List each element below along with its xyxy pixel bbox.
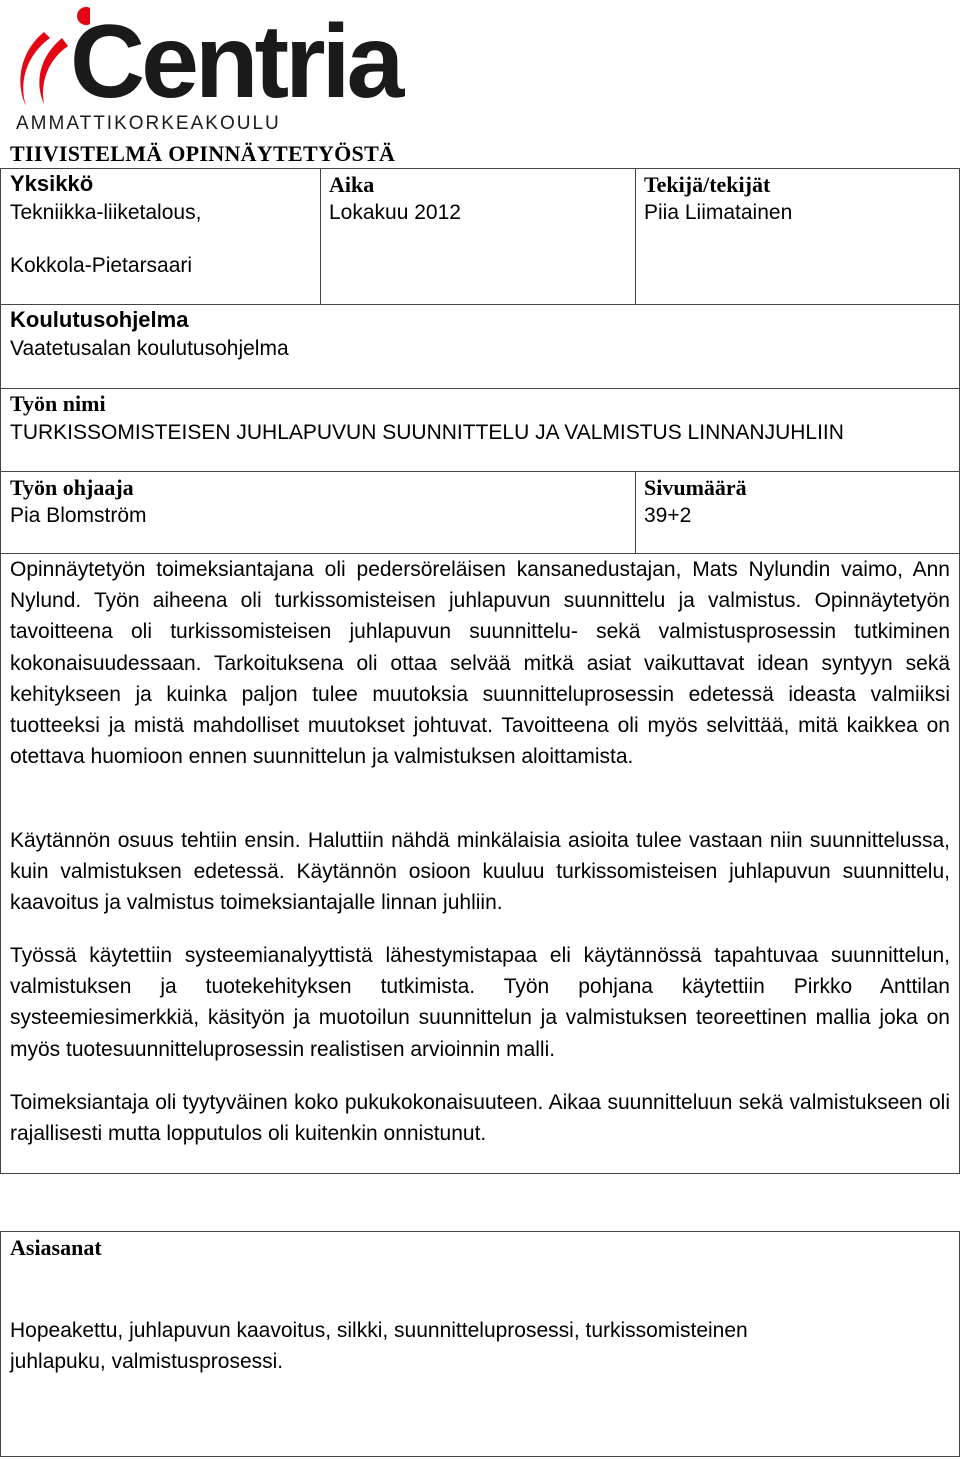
- abstract-paragraph: Opinnäytetyön toimeksiantajana oli pedersöreläisen kansanedustajan, Mats Nylundin vaimo, Ann Nylund. Työn aiheena oli turkissomisteisen juhlapuvun suunnittelu ja valmistus. Opinnäytetyön tavoitteena oli turkissomisteisen juhlapuvun suunnittelu- sekä valmistusprosessin tutkiminen kokonaisuudessaan. Tarkoituksena oli ottaa selvää mitkä asiat vaikuttavat idean syntyyn sekä kehitykseen ja kuinka paljon tulee muutoksia suunnitteluprosessin edetessä ideasta valmiiksi tuotteeksi ja mistä mahdolliset muutokset johtuvat. Tavoitteena oli myös selvittää, mitä kaikkea on otettava huomioon ennen suunnittelun ja valmistuksen aloittamista.: [10, 558, 950, 769]
- divider: [320, 168, 321, 304]
- abstract-paragraph: Työssä käytettiin systeemianalyyttistä lähestymistapaa eli käytännössä tapahtuvaa suunnittelun, valmistuksen ja tuotekehityksen tutkimista. Työn pohjana käytettiin Pirkko Anttilan systeemiesimerkkiä, käsityön ja muotoilun suunnittelun ja valmistuksen teoreettinen mallia joka on myös tuotesuunnitteluprosessin realistisen arvioinnin malli.: [10, 944, 950, 1061]
- abstract-paragraph: Toimeksiantaja oli tyytyväinen koko pukukokonaisuuteen. Aikaa suunnitteluun sekä valmistukseen oli rajallisesti mutta lopputulos oli kuitenkin onnistunut.: [10, 1091, 950, 1146]
- author-label: Tekijä/tekijät: [644, 172, 771, 197]
- author-value: Piia Liimatainen: [644, 201, 793, 224]
- keywords-value: Hopeakettu, juhlapuvun kaavoitus, silkki, suunnitteluprosessi, turkissomisteinen: [10, 1319, 748, 1342]
- pages-label: Sivumäärä: [644, 475, 747, 500]
- supervisor-value: Pia Blomström: [10, 504, 147, 527]
- divider: [635, 168, 636, 304]
- logo-subtitle: AMMATTIKORKEAKOULU: [16, 113, 281, 134]
- work-title-label: Työn nimi: [10, 391, 106, 416]
- divider: [0, 304, 960, 305]
- centria-logo: [10, 4, 401, 136]
- unit-label: Yksikkö: [10, 171, 94, 196]
- keywords-value: juhlapuku, valmistusprosessi.: [10, 1350, 284, 1373]
- unit-value: Tekniikka-liiketalous,: [10, 201, 202, 224]
- pages-value: 39+2: [644, 504, 692, 527]
- divider: [0, 471, 960, 472]
- abstract-paragraph: Käytännön osuus tehtiin ensin. Haluttiin nähdä minkälaisia asioita tulee vastaan niin suunnittelussa, kuin valmistuksen edetessä. Käytännön osioon kuuluu turkissomisteisen juhlapuvun suunnittelu, kaavoitus ja valmistus toimeksiantajalle linnan juhliin.: [10, 829, 950, 915]
- unit-location: Kokkola-Pietarsaari: [10, 254, 193, 277]
- date-value: Lokakuu 2012: [329, 201, 461, 224]
- programme-value: Vaatetusalan koulutusohjelma: [10, 337, 289, 360]
- work-title-value: TURKISSOMISTEISEN JUHLAPUVUN SUUNNITTELU JA VALMISTUS LINNANJUHLIIN: [10, 421, 844, 444]
- keywords-label: Asiasanat: [10, 1235, 102, 1260]
- supervisor-label: Työn ohjaaja: [10, 475, 134, 500]
- programme-label: Koulutusohjelma: [10, 307, 189, 332]
- document-title: TIIVISTELMÄ OPINNÄYTETYÖSTÄ: [10, 141, 396, 166]
- divider: [635, 471, 636, 553]
- divider: [0, 388, 960, 389]
- date-label: Aika: [329, 172, 375, 197]
- logo-wordmark: Centria: [70, 4, 401, 120]
